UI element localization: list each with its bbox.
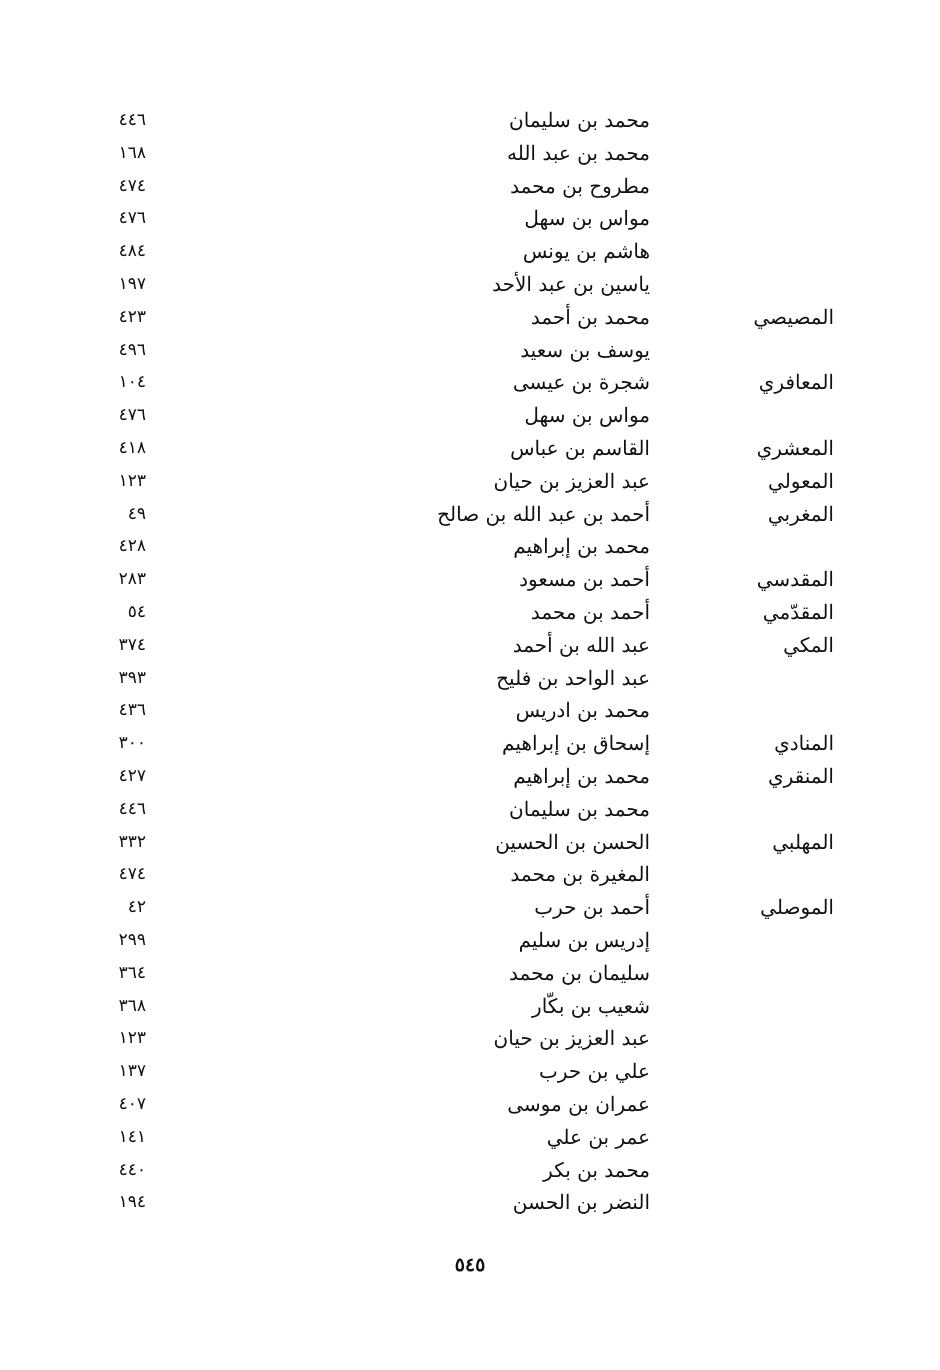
index-row [0,498,940,531]
index-list [0,104,940,1219]
index-row [0,662,940,695]
narrator-name: عمر بن علي [546,1124,650,1149]
narrator-name: محمد بن بكر [543,1157,650,1182]
page-reference: ٤٣٦ [118,700,146,721]
index-row [0,170,940,203]
index-row [0,334,940,367]
index-row [0,727,940,760]
index-row [0,432,940,465]
narrator-name: مواس بن سهل [524,403,650,428]
narrator-name: مواس بن سهل [524,206,650,231]
narrator-name: شجرة بن عيسى [512,370,650,395]
nisba-label: المعافري [758,370,834,395]
page-number: ٥٤٥ [454,1254,486,1276]
narrator-name: النضر بن الحسن [512,1190,650,1215]
nisba-label: المهلبي [772,829,834,854]
narrator-name: سليمان بن محمد [509,960,650,985]
narrator-name: هاشم بن يونس [522,239,650,264]
index-row [0,957,940,990]
narrator-name: أحمد بن محمد [530,599,650,624]
nisba-label: المنادي [774,731,834,756]
index-row [0,202,940,235]
index-row [0,826,940,859]
index-row [0,301,940,334]
page-reference: ٣٩٣ [118,667,146,688]
page-reference: ٤٧٤ [118,175,146,196]
page-reference: ٣٧٤ [118,634,146,655]
narrator-name: عبد الواحد بن فليح [496,665,650,690]
index-row [0,596,940,629]
index-row [0,465,940,498]
narrator-name: محمد بن أحمد [530,304,650,329]
narrator-name: محمد بن سليمان [509,108,650,132]
page-reference: ٢٩٩ [118,929,146,950]
narrator-name: إسحاق بن إبراهيم [502,731,650,756]
page-reference: ٤٤٦ [118,798,146,819]
index-row [0,760,940,793]
index-row [0,268,940,301]
page-reference: ٣٠٠ [118,733,146,754]
nisba-label: المصيصي [753,304,834,329]
narrator-name: أحمد بن عبد الله بن صالح [437,501,650,526]
nisba-label: الموصلي [760,895,834,920]
page-reference: ٤٢٧ [118,765,146,786]
nisba-label: المقدّمي [762,599,834,624]
page-reference: ٤٢ [127,897,146,918]
narrator-name: القاسم بن عباس [510,435,650,460]
page-reference: ١٦٨ [118,142,146,163]
page-reference: ٤٩٦ [118,339,146,360]
narrator-name: محمد بن عبد الله [506,140,650,165]
index-row [0,891,940,924]
page-reference: ١٩٧ [118,273,146,294]
index-row [0,530,940,563]
index-row [0,1055,940,1088]
page-reference: ٥٤ [127,601,146,622]
page-reference: ١٤١ [118,1126,146,1147]
index-row [0,1022,940,1055]
index-row [0,924,940,957]
nisba-label: المنقري [767,763,834,788]
narrator-name: عبد الله بن أحمد [512,632,650,657]
page-reference: ٣٣٢ [118,831,146,852]
narrator-name: مطروح بن محمد [510,173,650,198]
narrator-name: المغيرة بن محمد [510,862,650,887]
nisba-label: المعشري [756,435,834,460]
page-reference: ٤٢٨ [118,536,146,557]
narrator-name: أحمد بن حرب [534,895,650,920]
page-reference: ١٢٣ [118,1028,146,1049]
index-row [0,137,940,170]
narrator-name: ياسين بن عبد الأحد [492,271,650,296]
page-reference: ٣٦٨ [118,995,146,1016]
page-reference: ٤٧٦ [118,208,146,229]
page-reference: ١٢٣ [118,470,146,491]
page-reference: ٤٧٤ [118,864,146,885]
narrator-name: محمد بن سليمان [509,796,650,821]
nisba-label: المعولي [768,468,834,493]
index-row [0,563,940,596]
page-reference: ٣٦٤ [118,962,146,983]
index-row [0,1186,940,1219]
page-reference: ٢٨٣ [118,569,146,590]
narrator-name: يوسف بن سعيد [520,337,650,362]
narrator-name: عبد العزيز بن حيان [493,1026,650,1051]
narrator-name: محمد بن ادريس [515,698,650,723]
narrator-name: عبد العزيز بن حيان [493,468,650,493]
page-reference: ٤٩ [127,503,146,524]
nisba-label: المكي [783,632,834,657]
page-reference: ١٣٧ [118,1061,146,1082]
page-reference: ٤٤٦ [118,110,146,130]
page-reference: ٤٨٤ [118,241,146,262]
narrator-name: عمران بن موسى [507,1091,650,1116]
narrator-name: علي بن حرب [539,1059,650,1084]
page-reference: ٤٠٧ [118,1093,146,1114]
page-reference: ٤٧٦ [118,405,146,426]
index-row [0,104,940,137]
narrator-name: شعيب بن بكّار [532,993,650,1018]
index-row [0,399,940,432]
index-row [0,235,940,268]
nisba-label: المقدسي [756,567,834,592]
index-row [0,694,940,727]
page-reference: ٤٢٣ [118,306,146,327]
index-row [0,793,940,826]
index-row [0,1154,940,1187]
narrator-name: محمد بن إبراهيم [513,534,650,559]
index-row [0,990,940,1023]
index-row [0,629,940,662]
narrator-name: الحسن بن الحسين [495,829,650,854]
page-reference: ٤٤٠ [118,1159,146,1180]
index-row [0,1121,940,1154]
nisba-label: المغربي [767,501,834,526]
index-row [0,366,940,399]
index-row [0,858,940,891]
narrator-name: محمد بن إبراهيم [513,763,650,788]
index-row [0,1088,940,1121]
page-reference: ١٩٤ [118,1192,146,1213]
page-reference: ٤١٨ [118,437,146,458]
page-reference: ١٠٤ [118,372,146,393]
narrator-name: أحمد بن مسعود [519,567,650,592]
narrator-name: إدريس بن سليم [518,927,650,952]
